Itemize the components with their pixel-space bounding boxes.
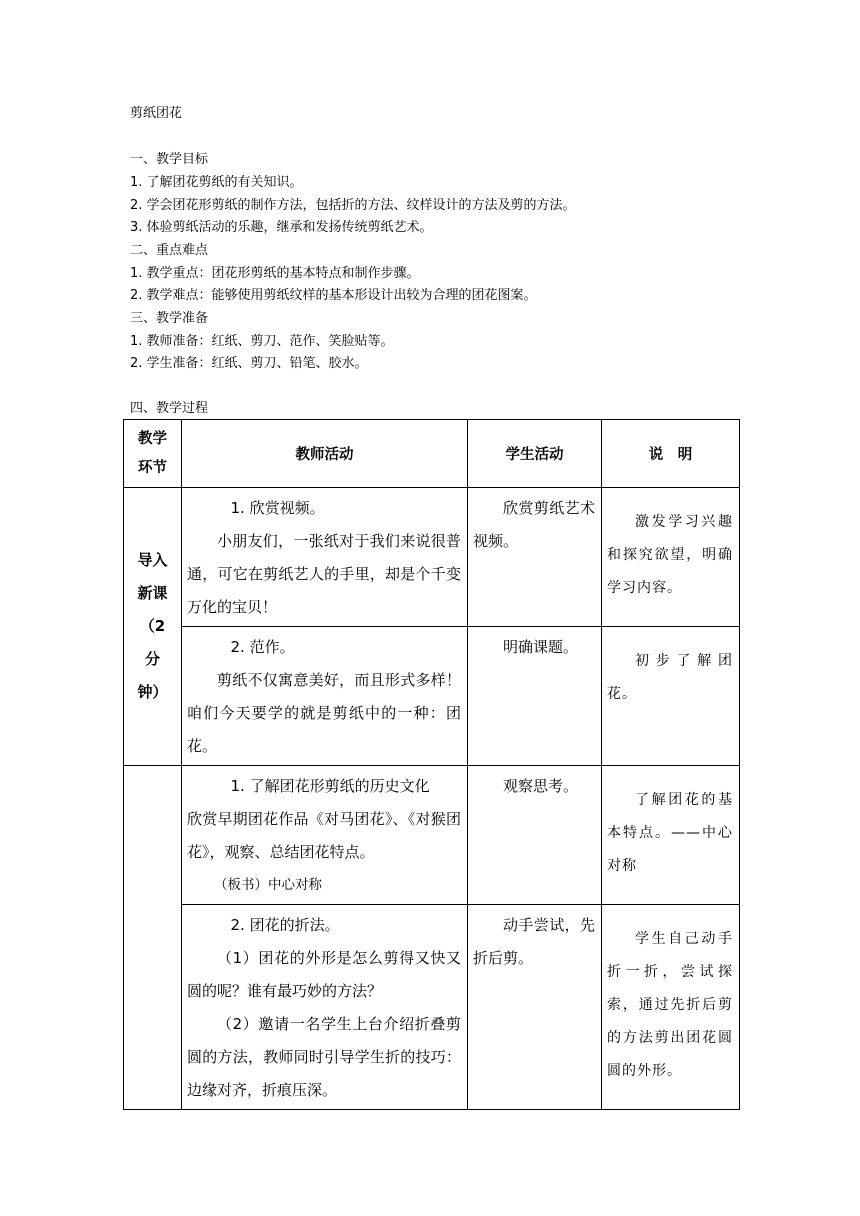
student-activity-cell: 明确课题。 — [468, 627, 602, 766]
stage-cell-new — [124, 766, 182, 1110]
table-header-row — [124, 420, 740, 488]
goal-item: 2. 学会团花形剪纸的制作方法，包括折的方法、纹样设计的方法及剪的方法。 — [130, 198, 576, 213]
teacher-step-text: （1）团花的外形是怎么剪得又快又圆的呢？谁有最巧妙的方法？ — [187, 949, 461, 1000]
teacher-activity-cell — [182, 488, 468, 627]
goal-item: 3. 体验剪纸活动的乐趣，继承和发扬传统剪纸艺术。 — [130, 220, 433, 235]
teacher-activity-cell — [182, 905, 468, 1110]
stage-cell-intro: 导入新课（2分钟） — [124, 488, 182, 766]
teacher-step-text: 欣赏早期团花作品《对马团花》、《对猴团花》，观察、总结团花特点。 — [187, 810, 461, 861]
student-activity-cell: 动手尝试，先折后剪。 — [468, 905, 602, 1110]
prep-item: 1. 教师准备：红纸、剪刀、范作、笑脸贴等。 — [130, 334, 394, 349]
table-row — [124, 905, 740, 1110]
table-row — [124, 766, 740, 905]
goal-item: 1. 了解团花剪纸的有关知识。 — [130, 175, 303, 190]
header-stage: 教学环节 — [124, 420, 182, 488]
teacher-activity-cell — [182, 766, 468, 905]
teacher-step-text: 剪纸不仅寓意美好，而且形式多样！咱们今天要学的就是剪纸中的一种：团花。 — [187, 671, 461, 755]
header-student: 学生活动 — [468, 420, 602, 488]
teacher-step-text: 小朋友们，一张纸对于我们来说很普通，可它在剪纸艺人的手里，却是个千变万化的宝贝！ — [187, 532, 461, 616]
student-activity-cell: 观察思考。 — [468, 766, 602, 905]
prep-heading: 三、教学准备 — [130, 311, 209, 326]
teacher-step-title: 1. 欣赏视频。 — [230, 499, 325, 517]
document-title: 剪纸团花 — [130, 106, 183, 121]
lesson-process-table — [123, 419, 740, 1110]
note-cell: 激发学习兴趣和探究欲望，明确学习内容。 — [602, 488, 740, 627]
teacher-step-board: （板书）中心对称 — [214, 877, 322, 893]
table-row — [124, 488, 740, 627]
header-teacher: 教师活动 — [182, 420, 468, 488]
key-item: 1. 教学重点：团花形剪纸的基本特点和制作步骤。 — [130, 266, 420, 281]
student-activity-cell: 欣赏剪纸艺术视频。 — [468, 488, 602, 627]
teacher-activity-cell — [182, 627, 468, 766]
teacher-step-text: （2）邀请一名学生上台介绍折叠剪圆的方法，教师同时引导学生折的技巧：边缘对齐，折痕压深。 — [187, 1015, 461, 1099]
teacher-step-title: 2. 范作。 — [230, 638, 295, 656]
goals-heading: 一、教学目标 — [130, 152, 209, 167]
table-row — [124, 627, 740, 766]
prep-item: 2. 学生准备：红纸、剪刀、铅笔、胶水。 — [130, 356, 368, 371]
process-heading: 四、教学过程 — [130, 401, 209, 416]
teacher-step-title: 2. 团花的折法。 — [230, 916, 340, 934]
header-note: 说 明 — [602, 420, 740, 488]
note-cell: 初步了解团花。 — [602, 627, 740, 766]
key-heading: 二、重点难点 — [130, 243, 209, 258]
note-cell: 了解团花的基本特点。——中心对称 — [602, 766, 740, 905]
note-cell: 学生自己动手折一折，尝试探索，通过先折后剪的方法剪出团花圆圆的外形。 — [602, 905, 740, 1110]
teacher-step-title: 1. 了解团花形剪纸的历史文化 — [230, 777, 430, 795]
key-item: 2. 教学难点：能够使用剪纸纹样的基本形设计出较为合理的团花图案。 — [130, 288, 537, 303]
